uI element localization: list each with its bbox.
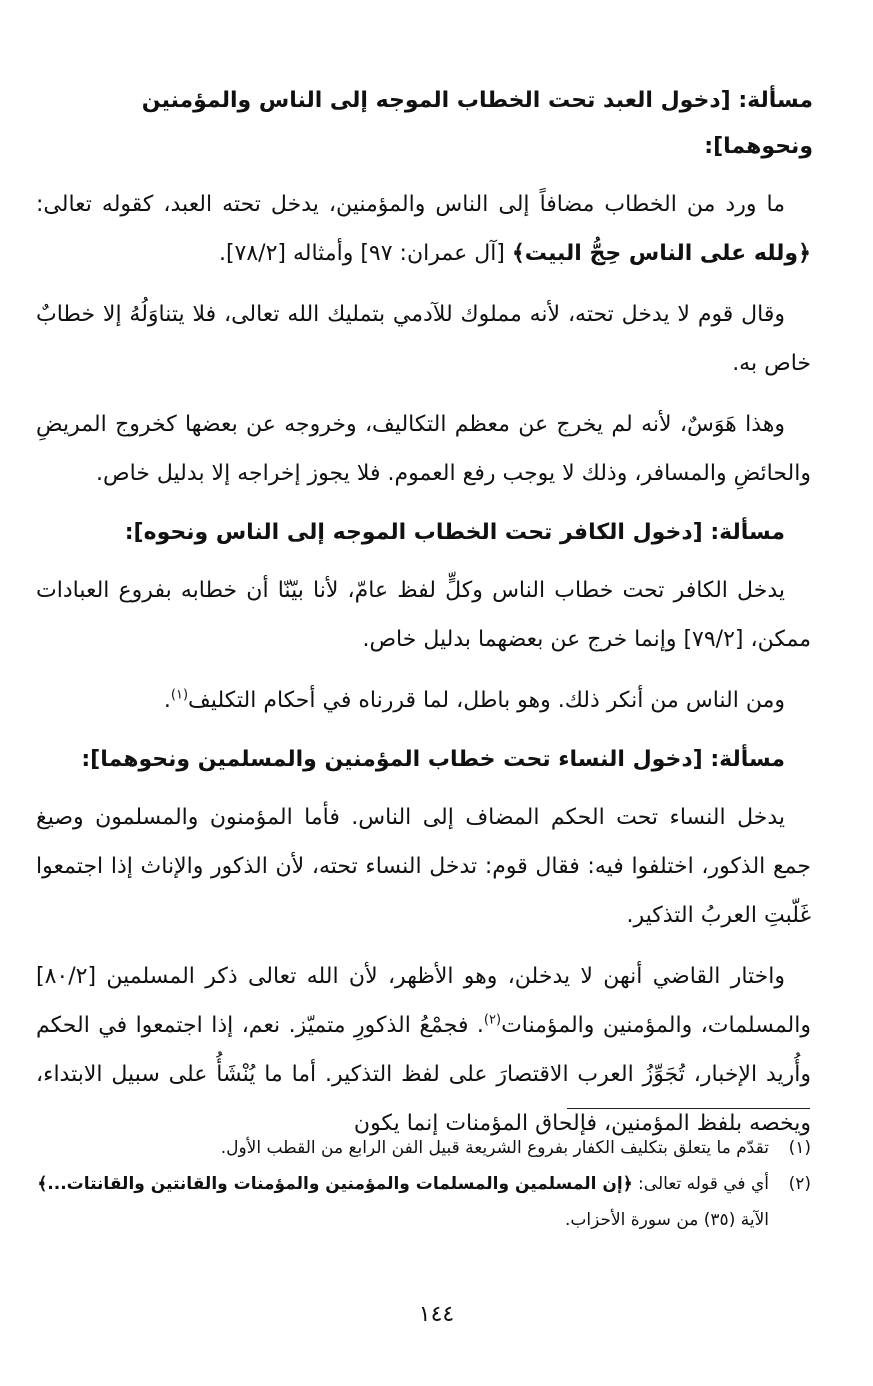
footnote-text <box>36 1166 769 1238</box>
paragraph: يدخل النساء تحت الحكم المضاف إلى الناس. فأما المؤمنون والمسلمون وصيغ جمع الذكور، اختلفوا فيه: فقال قوم: تدخل النساء تحته، لأن الذكور والإناث إذا اجتمعوا غَلّبتِ العربُ التذكير. <box>36 805 811 928</box>
footnote-number: (١) <box>788 1138 811 1158</box>
paragraph-text: . <box>163 688 171 713</box>
section-heading-slave: مسألة: [دخول العبد تحت الخطاب الموجه إلى الناس والمؤمنين ونحوهما]: <box>141 88 813 159</box>
paragraph-text: ومن الناس من أنكر ذلك. وهو باطل، لما قررناه في أحكام التكليف <box>188 688 785 713</box>
paragraph-text: . فجمْعُ الذكورِ متميّز. نعم، إذا اجتمعوا في الحكم وأُريد الإخبار، تُجَوِّزُ العرب الاقتصارَ على لفظ التذكير. أما ما يُنْشَأُ على سبيل الابتداء، ويخصه بلفظ المؤمنين، فإلحاق المؤمنات إنما يكون <box>36 1013 811 1136</box>
quran-verse: ﴿إن المسلمين والمسلمات والمؤمنين والمؤمنات والقانتين والقانتات...﴾ <box>37 1174 633 1194</box>
footnote-text-part: الآية (٣٥) من سورة الأحزاب. <box>564 1210 769 1230</box>
footnote-2 <box>36 1166 811 1238</box>
footnote-number: (٢) <box>788 1174 811 1194</box>
paragraph <box>36 180 811 278</box>
footnote-1 <box>36 1130 811 1166</box>
paragraph: يدخل الكافر تحت خطاب الناس وكلٍّ لفظ عامّ، لأنا بيّنّا أن خطابه بفروع العبادات ممكن، [٧٩/٢] وإنما خرج عن بعضهما بدليل خاص. <box>36 578 811 652</box>
paragraph-text: ما ورد من الخطاب مضافاً إلى الناس والمؤمنين، يدخل تحته العبد، كقوله تعالى: <box>36 192 785 217</box>
paragraph <box>36 676 811 725</box>
paragraph <box>36 952 811 1148</box>
section-heading-disbeliever: مسألة: [دخول الكافر تحت الخطاب الموجه إلى الناس ونحوه]: <box>124 520 785 545</box>
footnote-reference-2: (٢) <box>483 1012 502 1028</box>
footnote-text: تقدّم ما يتعلق بتكليف الكفار بفروع الشريعة قبيل الفن الرابع من القطب الأول. <box>220 1138 769 1158</box>
page-number: ١٤٤ <box>418 1302 455 1327</box>
quran-verse: ﴿ولله على الناس حِجُّ البيت﴾ <box>511 241 811 266</box>
footnote-reference-1: (١) <box>170 687 189 703</box>
paragraph: وقال قوم لا يدخل تحته، لأنه مملوك للآدمي بتمليك الله تعالى، فلا يتناوَلُهُ إلا خطابٌ خاص به. <box>36 302 811 376</box>
footnotes <box>36 1130 811 1238</box>
paragraph: وهذا هَوَسٌ، لأنه لم يخرج عن معظم التكاليف، وخروجه عن بعضها كخروج المريضِ والحائضِ والمسافر، وذلك لا يوجب رفع العموم. فلا يجوز إخراجه إلا بدليل خاص. <box>36 412 811 486</box>
paragraph-text: [آل عمران: ٩٧] وأمثاله [٧٨/٢]. <box>218 241 512 266</box>
section-heading-women: مسألة: [دخول النساء تحت خطاب المؤمنين والمسلمين ونحوهما]: <box>81 747 785 772</box>
main-text <box>36 78 811 1160</box>
footnote-separator <box>567 1108 810 1109</box>
footnote-text-part: أي في قوله تعالى: <box>632 1174 769 1194</box>
paragraph-text: واختار القاضي أنهن لا يدخلن، وهو الأظهر، لأن الله تعالى ذكر المسلمين [٨٠/٢] والمسلمات، والمؤمنين والمؤمنات <box>36 964 811 1038</box>
